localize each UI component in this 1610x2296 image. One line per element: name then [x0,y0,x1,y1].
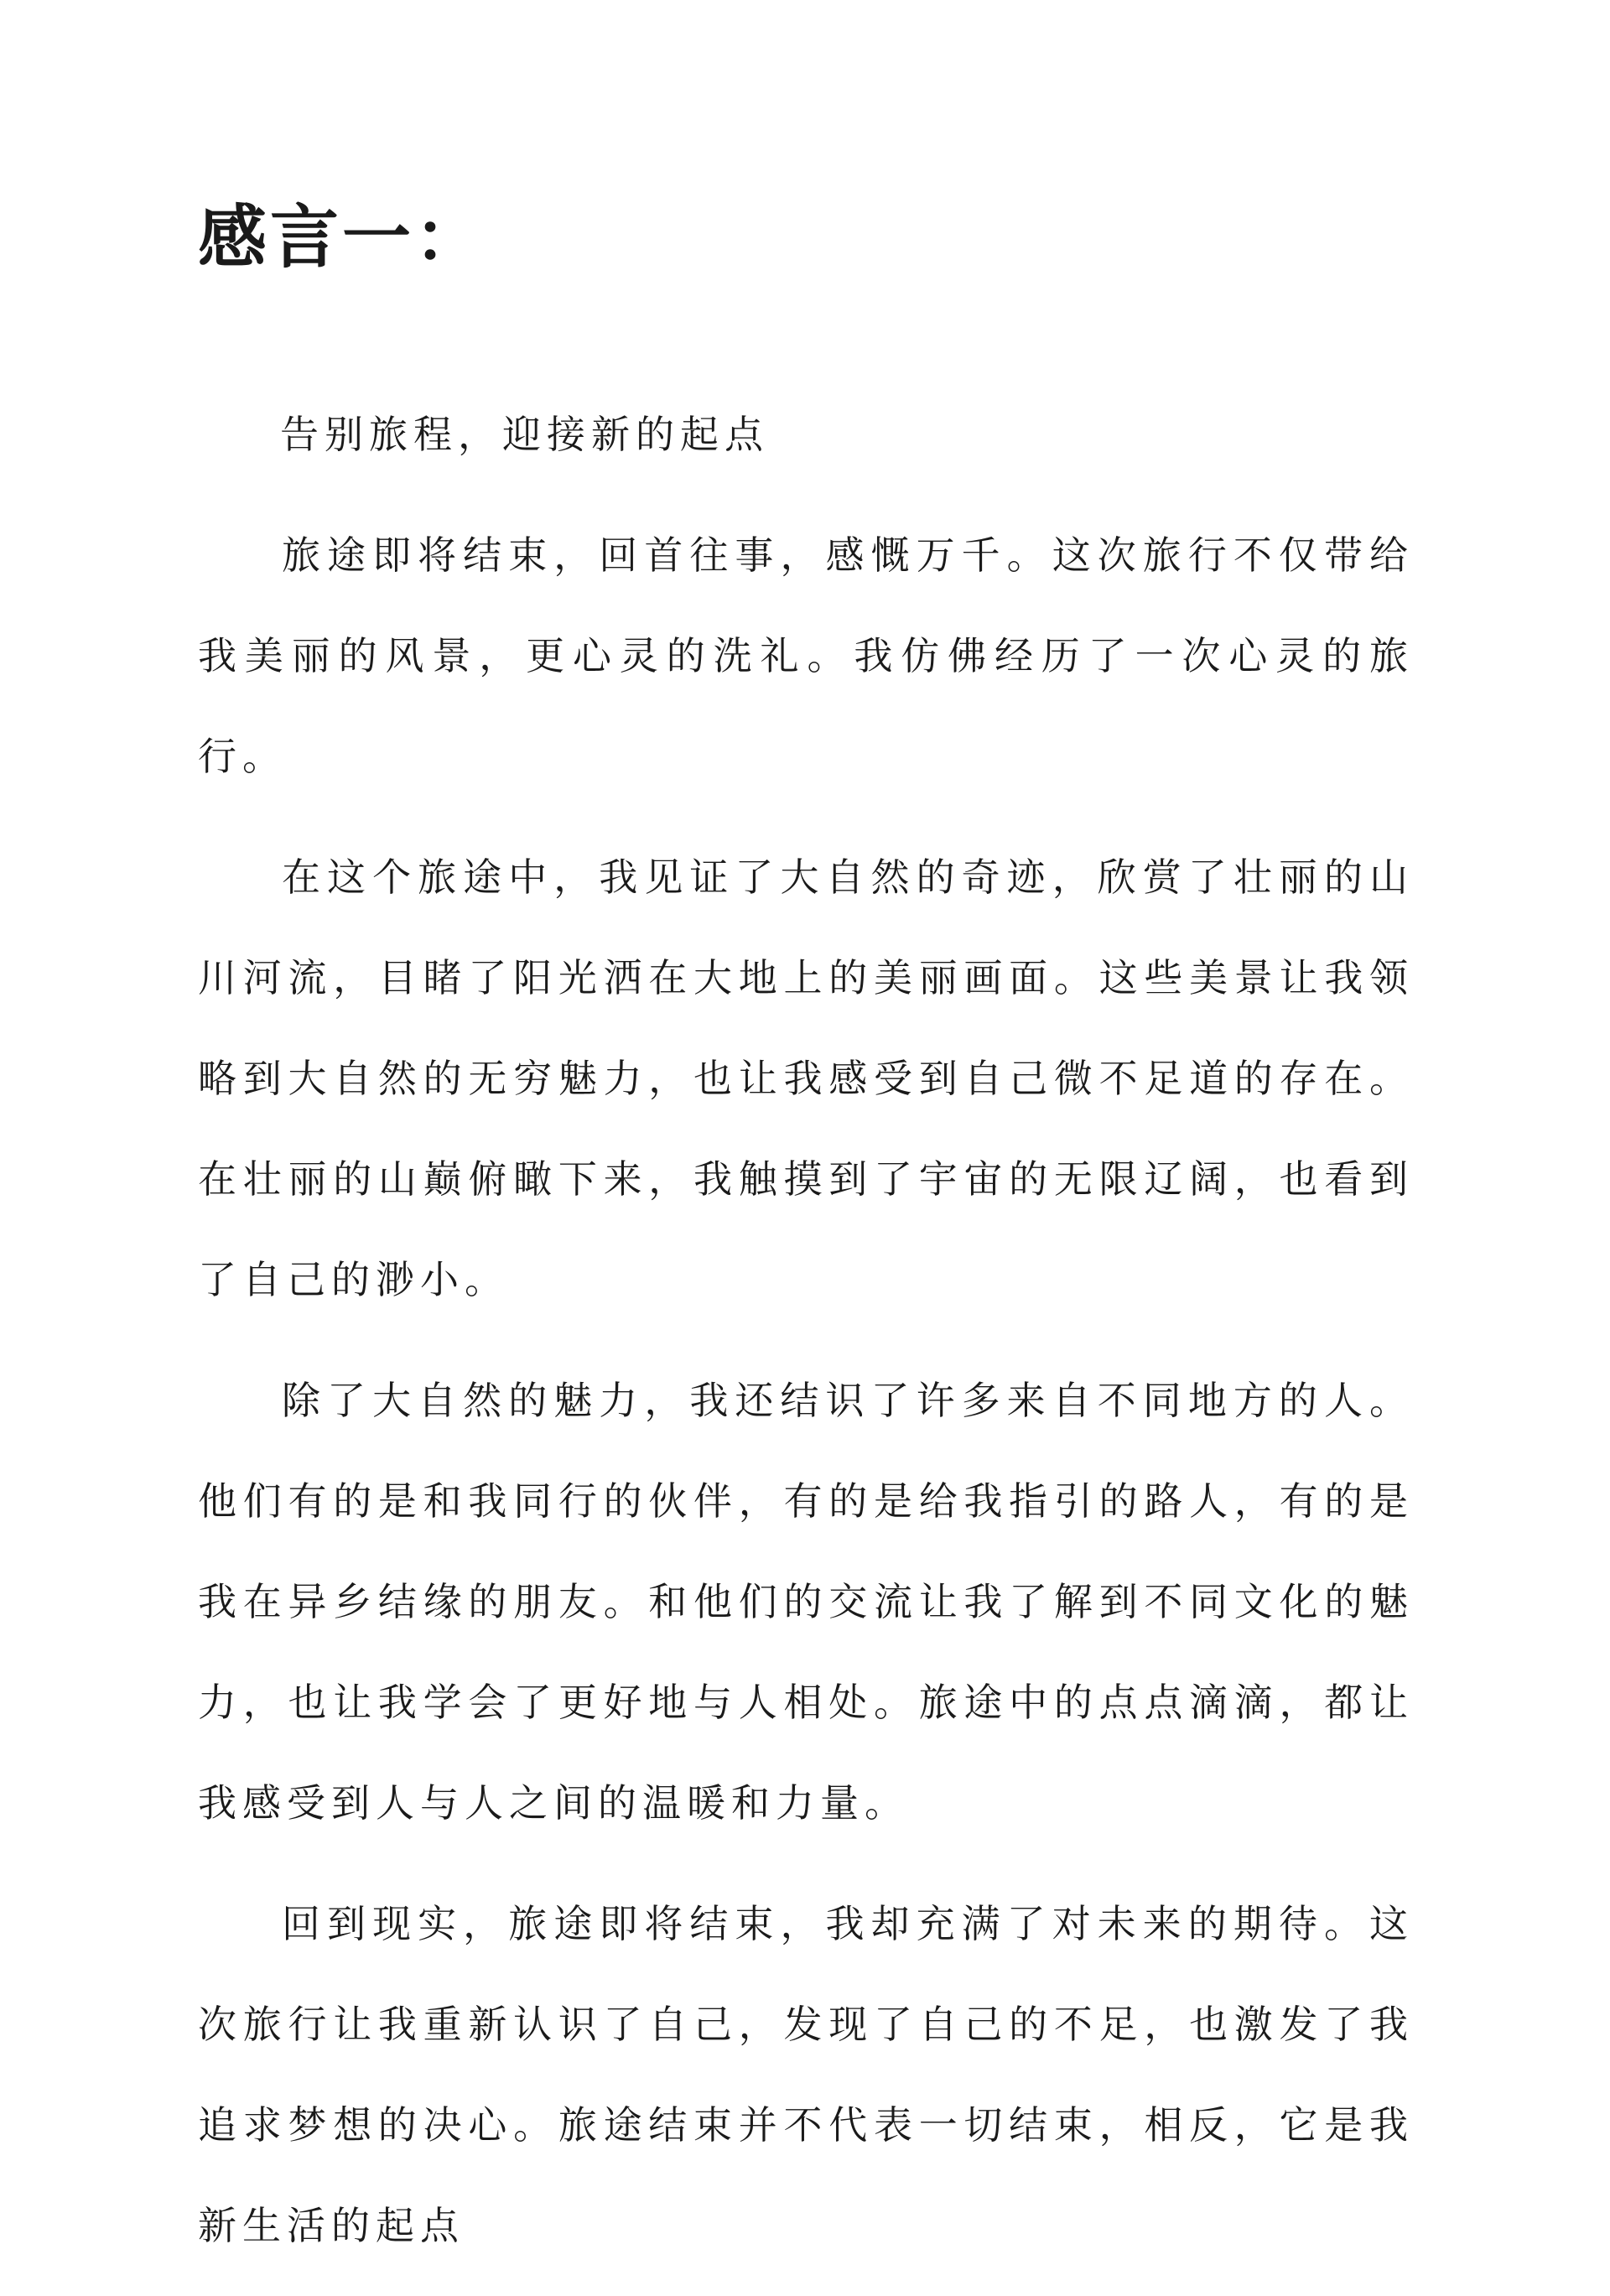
subtitle: 告别旅程，迎接新的起点 [280,412,769,457]
paragraph-3: 除了大自然的魅力，我还结识了许多来自不同地方的人。他们有的是和我同行的伙伴，有的是给我指引的路人，有的是我在异乡结缘的朋友。和他们的交流让我了解到不同文化的魅力，也让我学会了更好地与人相处。旅途中的点点滴滴，都让我感受到人与人之间的温暖和力量。 [198,1378,1414,1826]
page-title: 感言一： [198,197,487,278]
paragraph-2: 在这个旅途中，我见证了大自然的奇迹，欣赏了壮丽的山川河流，目睹了阳光洒在大地上的美丽画面。这些美景让我领略到大自然的无穷魅力，也让我感受到自己微不足道的存在。在壮丽的山巅俯瞰下来，我触摸到了宇宙的无限辽阔，也看到了自己的渺小。 [198,855,1414,1302]
paragraph-4: 回到现实，旅途即将结束，我却充满了对未来的期待。这次旅行让我重新认识了自己，发现了自己的不足，也激发了我追求梦想的决心。旅途结束并不代表一切结束，相反，它是我新生活的起点 [198,1901,1414,2248]
paragraph-1: 旅途即将结束，回首往事，感慨万千。这次旅行不仅带给我美丽的风景，更心灵的洗礼。我仿佛经历了一次心灵的旅行。 [198,532,1414,779]
document-body [198,384,1414,2296]
